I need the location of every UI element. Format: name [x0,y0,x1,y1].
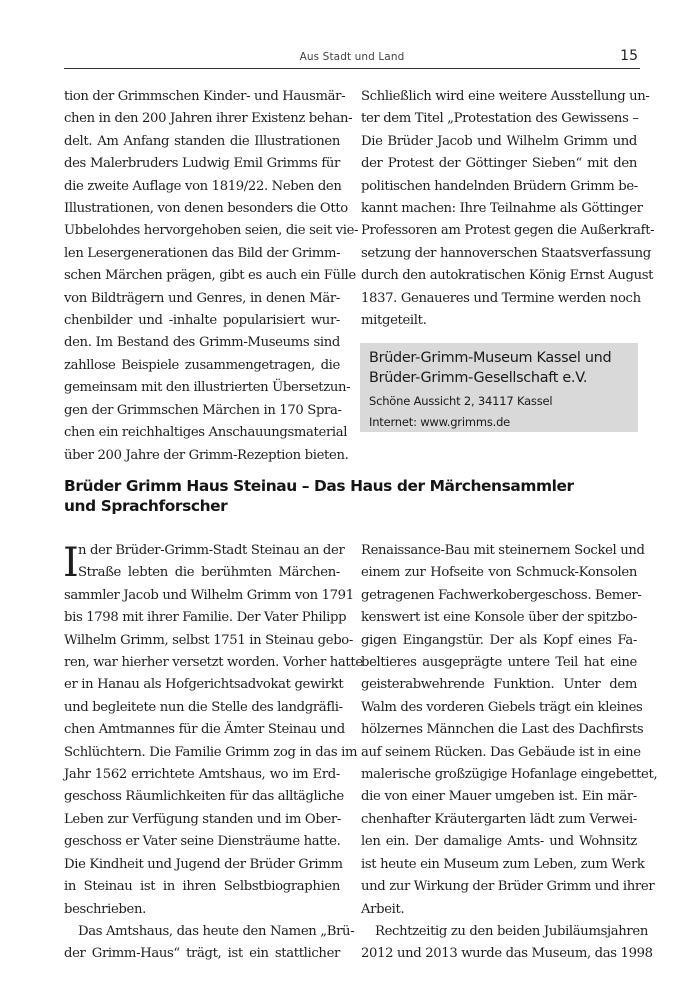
text-line: Rechtzeitig zu den beiden Jubiläumsjahren [375,923,648,939]
text-line: Die Kindheit und Jugend der Brüder Grimm [64,856,343,872]
text-line: gemeinsam mit den illustrierten Übersetzun- [64,380,351,396]
text-line: ter dem Titel „Protestation des Gewissens – [361,111,639,127]
text-line: Ubbelohdes hervorgehoben seien, die seit vie- [64,223,359,239]
running-title: Aus Stadt und Land [299,51,405,63]
text-line: tion der Grimmschen Kinder- und Hausmär- [64,89,346,104]
text-line: chenhafter Kräutergarten lädt zum Verwei- [361,811,637,827]
text-line: er in Hanau als Hofgerichtsadvokat gewirkt [64,677,344,693]
text-line: n der Brüder-Grimm-Stadt Steinau an der [78,543,345,558]
text-line: Das Amtshaus, das heute den Namen „Brü- [78,923,355,939]
text-line: geschoss Räumlichkeiten für das alltägliche [64,789,344,805]
text-line: in Steinau ist in ihren Selbstbiographien [64,879,340,895]
text-line: Renaissance-Bau mit steinernem Sockel und [361,543,645,558]
text-line: chen ein reichhaltiges Anschauungsmaterial [64,425,348,441]
text-line: Die Brüder Jacob und Wilhelm Grimm und [361,133,637,149]
org-line-2: Brüder-Grimm-Gesellschaft e.V. [369,370,588,386]
website-link[interactable]: Internet: www.grimms.de [369,415,511,429]
text-line: die zweite Auflage von 1819/22. Neben den [64,178,342,194]
column-left-bottom [63,540,363,966]
text-line: politischen handelnden Brüdern Grimm be- [361,178,638,194]
text-line: chen in den 200 Jahren ihrer Existenz behan- [64,111,353,127]
text-line: chen Amtmannes für die Ämter Steinau und [64,722,345,738]
text-line: und zur Wirkung der Brüder Grimm und ihrer [361,879,655,895]
text-line: beltieres ausgeprägte untere Teil hat eine [361,655,637,671]
text-line: Illustrationen, von denen besonders die Otto [64,201,348,217]
dropcap-block [63,540,345,586]
text-line: malerische großzügige Hofanlage eingebettet, [361,767,658,783]
text-line: einem zur Hofseite von Schmuck-Konsolen [361,565,637,581]
text-line: zahllose Beispiele zusammengetragen, die [64,357,340,373]
text-line: ist heute ein Museum zum Leben, zum Werk [361,856,645,872]
text-line: sammler Jacob und Wilhelm Grimm von 1791 [64,587,354,603]
text-line: geisterabwehrende Funktion. Unter dem [361,677,637,693]
text-line: der Grimm-Haus“ trägt, ist ein stattlicher [64,946,340,962]
org-line-1: Brüder-Grimm-Museum Kassel und [369,350,612,366]
text-line: setzung der hannoverschen Staatsverfassung [361,245,651,261]
column-left-top [64,86,359,467]
text-line: hölzernes Männchen die Last des Dachfirsts [361,722,644,738]
text-line: beschrieben. [64,901,146,917]
running-header [64,50,640,69]
text-line: des Malerbruders Ludwig Emil Grimms für [64,156,340,172]
text-line: Walm des vorderen Giebels trägt ein kleines [361,699,643,715]
contact-details [369,391,552,433]
text-line: über 200 Jahre der Grimm-Rezeption bieten. [64,447,349,463]
column-right-bottom [361,540,658,966]
text-line: getragenen Fachwerkobergeschoss. Bemer- [361,587,642,603]
text-line: kannt machen: Ihre Teilnahme als Göttinger [361,201,643,217]
heading-line-2: und Sprachforscher [64,497,228,515]
text-line: durch den autokratischen König Ernst August [361,268,654,284]
text-line: mitgeteilt. [361,313,427,329]
text-line: die von einer Mauer umgeben ist. Ein mär- [361,789,637,805]
text-line: schen Märchen prägen, gibt es auch ein Fülle [64,268,356,284]
address: Schöne Aussicht 2, 34117 Kassel [369,394,553,408]
text-line: der Protest der Göttinger Sieben“ mit den [361,156,637,172]
contact-info-box [360,343,638,432]
text-line: Leben zur Verfügung standen und im Ober- [64,811,341,827]
text-line: ren, war hierher versetzt worden. Vorher hatte [64,655,363,671]
text-line: 1837. Genaueres und Termine werden noch [361,290,641,306]
text-line: kenswert ist eine Konsole über der spitzbo- [361,610,637,626]
text-line: und begleitete nun die Stelle des landgräfli- [64,699,343,715]
text-line: gen der Grimmschen Märchen in 170 Spra- [64,402,342,418]
column-right-top [361,86,655,332]
text-line: chenbilder und -inhalte popularisiert wur- [64,313,340,329]
text-line: auf seinem Rücken. Das Gebäude ist in eine [361,744,641,760]
page-number: 15 [620,48,638,64]
text-line: bis 1798 mit ihrer Familie. Der Vater Philipp [64,610,347,626]
text-line: Jahr 1562 errichtete Amtshaus, wo im Erd- [64,767,340,783]
text-line: geschoss er Vater seine Diensträume hatte. [64,834,341,850]
text-line: Straße lebten die berühmten Märchen- [78,565,340,581]
drop-cap: I [63,540,79,586]
text-line: Schließlich wird eine weitere Ausstellung un- [361,89,650,104]
text-line: delt. Am Anfang standen die Illustrationen [64,133,340,149]
text-line: Arbeit. [361,901,405,917]
organization-name [369,348,611,388]
section-heading [64,476,644,516]
text-line: Wilhelm Grimm, selbst 1751 in Steinau gebo- [64,632,353,648]
text-line: len ein. Der damalige Amts- und Wohnsitz [361,834,637,850]
heading-line-1: Brüder Grimm Haus Steinau – Das Haus der Märchensammler [64,477,574,495]
text-line: gigen Eingangstür. Der als Kopf eines Fa- [361,632,637,648]
text-line: den. Im Bestand des Grimm-Museums sind [64,335,340,351]
text-line: Schlüchtern. Die Familie Grimm zog in das im [64,744,358,760]
text-line: 2012 und 2013 wurde das Museum, das 1998 [361,946,653,962]
text-line: Professoren am Protest gegen die Außerkraft- [361,223,655,239]
text-line: von Bildträgern und Genres, in denen Mär- [64,290,340,306]
text-line: len Lesergenerationen das Bild der Grimm- [64,245,341,261]
